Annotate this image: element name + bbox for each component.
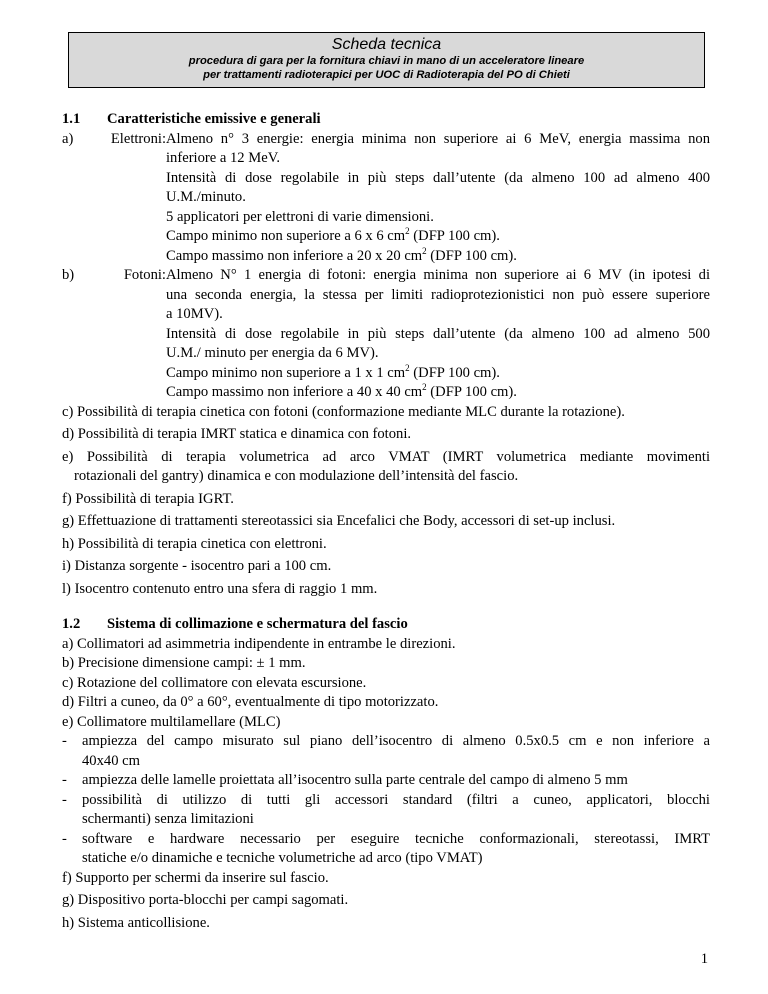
item-text: software e hardware necessario per eseguire tecniche conformazionali, stereotassi, IMRT — [82, 830, 710, 847]
item-a-line-4: U.M./minuto. — [166, 189, 246, 205]
item-b-line-5: U.M./ minuto per energia da 6 MV). — [166, 345, 379, 361]
section-title: Caratteristiche emissive e generali — [107, 111, 321, 127]
item-e-line-2: rotazionali del gantry) dinamica e con modulazione dell’intensità del fascio. — [74, 468, 519, 484]
item-text: Campo massimo non inferiore a 20 x 20 cm — [166, 247, 423, 264]
item-text: ampiezza delle lamelle proiettata all’isocentro sulla parte centrale del campo di almeno 5 mm — [82, 772, 628, 788]
item-b-line-2: una seconda energia, la stessa per limiti radioprotezionistici non può essere superiore — [166, 286, 710, 303]
item-label-photons: b) Fotoni: — [62, 267, 166, 283]
item-d: d) Filtri a cuneo, da 0° a 60°, eventualmente di tipo motorizzato. — [62, 694, 439, 710]
item-b-line-1 — [62, 266, 710, 286]
bullet-4-line-2: statiche e/o dinamiche e tecniche volumetriche ad arco (tipo VMAT) — [82, 850, 483, 866]
item-b-line-3: a 10MV). — [166, 306, 223, 322]
superscript: 2 — [405, 226, 410, 237]
section-heading-1-2 — [62, 615, 710, 635]
bullet-3-line-1 — [62, 791, 710, 811]
item-f: f) Possibilità di terapia IGRT. — [62, 490, 234, 507]
bullet-3-line-2: schermanti) senza limitazioni — [82, 811, 254, 827]
item-l: l) Isocentro contenuto entro una sfera di raggio 1 mm. — [62, 580, 378, 597]
section-title: Sistema di collimazione e schermatura del fascio — [107, 616, 408, 632]
item-b-line-4: Intensità di dose regolabile in più steps dall’utente (da almeno 100 ad almeno 500 — [166, 325, 710, 342]
bullet-dash: - — [62, 772, 67, 788]
item-f: f) Supporto per schermi da inserire sul fascio. — [62, 869, 329, 886]
item-a-line-7 — [62, 247, 710, 267]
item-h: h) Possibilità di terapia cinetica con elettroni. — [62, 535, 327, 552]
item-text: Campo minimo non superiore a 6 x 6 cm — [166, 228, 406, 244]
item-text: (DFP 100 cm). — [426, 384, 517, 400]
bullet-dash: - — [62, 830, 67, 847]
item-text: (DFP 100 cm). — [426, 247, 517, 264]
section-number: 1.2 — [62, 616, 81, 632]
spacer — [62, 599, 710, 615]
superscript: 2 — [422, 245, 427, 256]
item-a-line-5: 5 applicatori per elettroni di varie dimensioni. — [166, 208, 434, 225]
item-text: possibilità di utilizzo di tutti gli accessori standard (filtri a cuneo, applicatori, blocchi — [82, 791, 710, 808]
bullet-1-line-2: 40x40 cm — [82, 752, 140, 769]
superscript: 2 — [422, 382, 427, 393]
item-text: Almeno n° 3 energie: energia minima non superiore ai 6 MeV, energia massima non — [166, 130, 710, 147]
document-subtitle-line-2: per trattamenti radioterapici per UOC di Radioterapia del PO di Chieti — [203, 69, 570, 81]
item-text: (DFP 100 cm). — [409, 364, 500, 381]
item-i: i) Distanza sorgente - isocentro pari a 100 cm. — [62, 558, 332, 574]
page-number: 1 — [700, 951, 708, 967]
item-a: a) Collimatori ad asimmetria indipendente in entrambe le direzioni. — [62, 635, 456, 652]
item-c: c) Rotazione del collimatore con elevata escursione. — [62, 674, 367, 691]
bullet-4-line-1 — [62, 830, 710, 850]
document-title: Scheda tecnica — [331, 36, 442, 53]
item-g: g) Dispositivo porta-blocchi per campi sagomati. — [62, 892, 349, 908]
superscript: 2 — [405, 362, 410, 373]
item-c: c) Possibilità di terapia cinetica con fotoni (conformazione mediante MLC durante la rotazione). — [62, 403, 625, 420]
item-label-electrons: a) Elettroni: — [62, 130, 166, 147]
item-e: e) Collimatore multilamellare (MLC) — [62, 713, 281, 730]
item-text: Campo minimo non superiore a 1 x 1 cm — [166, 364, 406, 381]
item-text: (DFP 100 cm). — [409, 228, 500, 244]
item-b-line-6 — [62, 364, 710, 384]
bullet-dash: - — [62, 733, 67, 749]
item-text: Almeno N° 1 energia di fotoni: energia minima non superiore ai 6 MV (in ipotesi di — [166, 267, 710, 283]
item-text: Campo massimo non inferiore a 40 x 40 cm — [166, 384, 423, 400]
bullet-2 — [62, 771, 710, 791]
item-e-line-1: e) Possibilità di terapia volumetrica ad arco VMAT (IMRT volumetrica mediante movimenti — [62, 448, 710, 465]
document-subtitle-line-1: procedura di gara per la fornitura chiavi in mano di un acceleratore lineare — [188, 55, 585, 67]
item-text: ampiezza del campo misurato sul piano dell’isocentro di almeno 0.5x0.5 cm e non inferiore a — [82, 733, 710, 749]
bullet-1-line-1 — [62, 732, 710, 752]
item-h: h) Sistema anticollisione. — [62, 914, 210, 931]
item-b: b) Precisione dimensione campi: ± 1 mm. — [62, 655, 306, 671]
item-a-line-6 — [62, 227, 710, 247]
section-heading-1-1 — [62, 110, 710, 130]
document-body — [62, 110, 710, 933]
item-b-line-7 — [62, 383, 710, 403]
item-a-line-2: inferiore a 12 MeV. — [166, 150, 281, 166]
header-box — [68, 32, 705, 88]
item-a-line-1 — [62, 130, 710, 150]
item-a-line-3: Intensità di dose regolabile in più steps dall’utente (da almeno 100 ad almeno 400 — [166, 169, 710, 186]
item-g: g) Effettuazione di trattamenti stereotassici sia Encefalici che Body, accessori di set-up inclusi. — [62, 513, 616, 529]
bullet-dash: - — [62, 791, 67, 808]
section-number: 1.1 — [62, 111, 81, 127]
item-d: d) Possibilità di terapia IMRT statica e dinamica con fotoni. — [62, 426, 412, 442]
